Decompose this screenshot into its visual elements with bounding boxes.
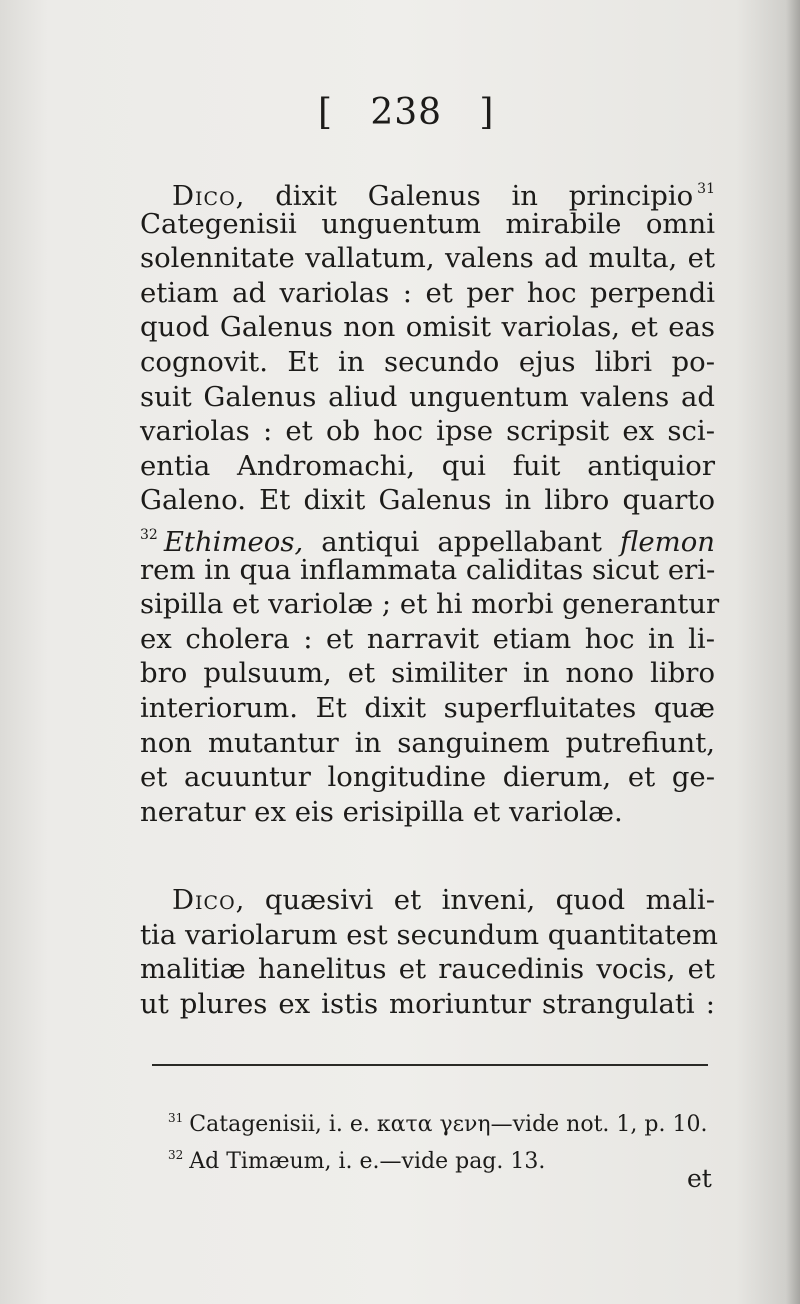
line-text: variolas : et ob hoc ipse scripsit ex sci- — [140, 415, 715, 448]
line-text: bro pulsuum, et similiter in nono libro — [140, 657, 715, 690]
line-text: neratur ex eis erisipilla et variolæ. — [140, 795, 623, 828]
small-caps-word: Dico — [172, 180, 236, 212]
text-line — [140, 656, 715, 691]
text-line — [140, 310, 715, 345]
line-text: malitiæ hanelitus et raucedinis vocis, et — [140, 953, 715, 986]
paragraph-2 — [140, 883, 718, 1021]
line-text: non mutantur in sanguinem putrefiunt, — [140, 726, 715, 759]
footnote-rule — [152, 1064, 708, 1066]
line-text: , quæsivi et inveni, quod mali- — [235, 884, 715, 916]
line-text: ex cholera : et narravit etiam hoc in li- — [140, 622, 715, 655]
line-text: Galeno. Et dixit Galenus in libro quarto — [140, 484, 715, 517]
line-text: quod Galenus non omisit variolas, et eas — [140, 311, 715, 344]
line-text: suit Galenus aliud unguentum valens ad — [140, 380, 715, 413]
text-line — [140, 918, 718, 953]
line-text: rem in qua inflammata caliditas sicut eri- — [140, 553, 716, 586]
text-line — [140, 726, 715, 761]
text-line — [140, 760, 715, 795]
line-text: cognovit. Et in secundo ejus libri po- — [140, 345, 715, 378]
text-line — [140, 276, 715, 311]
footnote — [168, 1140, 708, 1177]
line-text: ut plures ex istis moriuntur strangulati : — [140, 987, 715, 1020]
page-edge-shadow — [786, 0, 800, 1304]
text-line — [140, 622, 715, 657]
text-line — [140, 241, 715, 276]
footnote — [168, 1103, 708, 1140]
catchword: et — [687, 1164, 712, 1193]
text-line — [140, 691, 715, 726]
footnote-text: Ad Timæum, i. e.—vide pag. 13. — [189, 1149, 546, 1174]
text-line — [140, 207, 715, 242]
text-line — [140, 345, 715, 380]
footnotes — [168, 1103, 708, 1177]
text-line — [140, 553, 715, 588]
line-text: et acuuntur longitudine dierum, et ge- — [140, 761, 715, 794]
text-line — [140, 483, 715, 518]
line-text: solennitate vallatum, valens ad multa, et — [140, 242, 715, 275]
text-line — [140, 414, 715, 449]
line-text: antiqui appellabant — [303, 525, 621, 558]
line-text: entia Andromachi, qui fuit antiquior — [140, 449, 715, 482]
line-text: sipilla et variolæ ; et hi morbi generantur — [140, 588, 720, 621]
text-line — [140, 380, 715, 415]
line-text: etiam ad variolas : et per hoc perpendi — [140, 276, 715, 309]
text-line — [140, 587, 720, 622]
small-caps-word: Dico — [172, 884, 236, 916]
line-text: interiorum. Et dixit superfluitates quæ — [140, 691, 715, 724]
paragraph-1 — [140, 172, 720, 829]
text-line — [140, 172, 715, 212]
text-line — [140, 883, 715, 918]
text-line — [140, 952, 715, 987]
footnote-marker: 31 — [697, 181, 715, 197]
line-text: Categenisii unguentum mirabile omni — [140, 207, 715, 240]
line-text: , dixit Galenus in principio — [235, 180, 694, 212]
text-line — [140, 795, 715, 830]
footnote-number: 31 — [168, 1111, 184, 1125]
text-line — [140, 987, 715, 1022]
page-number: [ 238 ] — [318, 92, 495, 133]
footnote-number: 32 — [168, 1148, 184, 1162]
italic-word: flemon — [620, 525, 715, 558]
footnote-marker: 32 — [140, 526, 158, 543]
footnote-text: Catagenisii, i. e. κατα γενη—vide not. 1, p. 10. — [189, 1112, 708, 1137]
line-text: tia variolarum est secundum quantitatem — [140, 918, 718, 951]
text-line — [140, 449, 715, 484]
italic-word: Ethimeos, — [163, 525, 304, 558]
text-line — [140, 518, 715, 558]
